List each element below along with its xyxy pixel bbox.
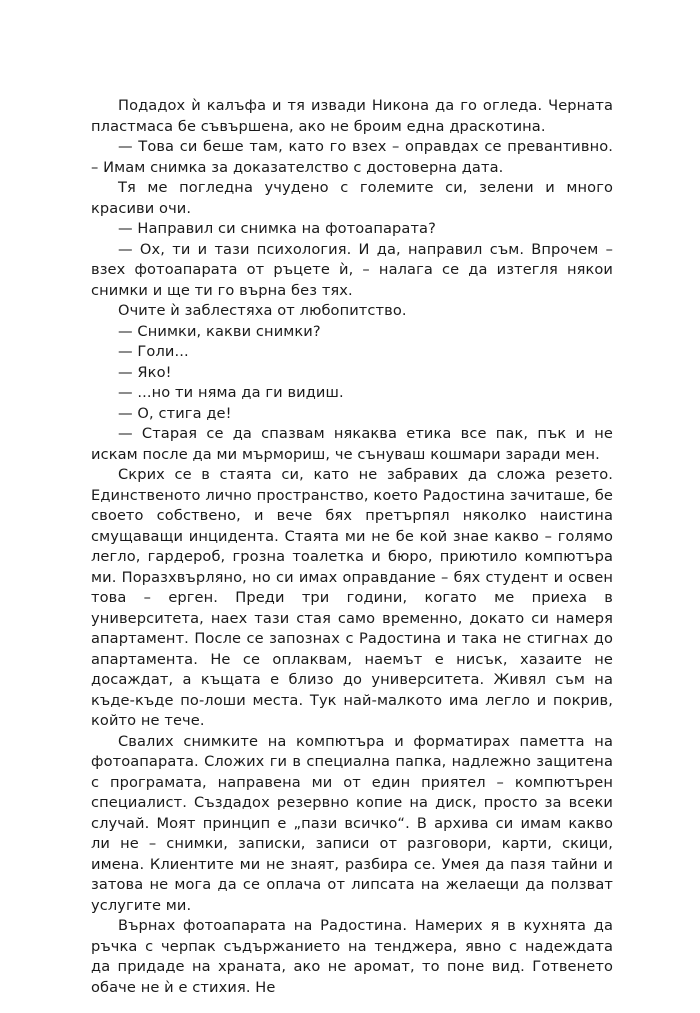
- paragraph-5: — Ох, ти и тази психология. И да, направил съм. Впрочем – взех фотоапарата от ръцете ѝ, – налага се да изтегля някои снимки и ще ти го върна без тях.: [91, 240, 613, 299]
- paragraph-6: Очите ѝ заблестяха от любопитство.: [118, 302, 407, 319]
- paragraph-11: — О, стига де!: [118, 404, 232, 422]
- paragraph-10: — ...но ти няма да ги видиш.: [118, 384, 344, 401]
- paragraph-12: — Старая се да спазвам някаква етика все пак, пък и не искам после да ми мърмориш, че сънуваш кошмари заради мен.: [91, 425, 613, 463]
- paragraph-14: Свалих снимките на компютъра и форматирах паметта на фотоапарата. Сложих ги в специална папка, надлежно защитена с програмата, направена ми от един приятел – компютърен специалист. Създадох резервно копие на диск, просто за всеки случай. Моят принцип е „пази всичко“. В архива си имам какво ли не – снимки, записки, записи от разговори, карти, скици, имена. Клиентите ми не знаят, разбира се. Умея да пазя тайни и затова не мога да се оплача от липсата на желаещи да ползват услугите ми.: [91, 732, 613, 914]
- paragraph-1: Подадох ѝ калъфа и тя извади Никона да го огледа. Черната пластмаса бе съвършена, ако не броим една драскотина.: [91, 97, 613, 135]
- paragraph-3: Тя ме погледна учудено с големите си, зелени и много красиви очи.: [91, 179, 613, 217]
- paragraph-13: Скрих се в стаята си, като не забравих да сложа резето. Единственото лично пространство, което Радостина зачиташе, бе своето собствено, и вече бях претърпял няколко наистина смущаващи инцидента. Стаята ми не бе кой знае какво – голямо легло, гардероб, грозна тоалетка и бюро, приютило компютъра ми. Поразхвърляно, но си имах оправдание – бях студент и освен това – ерген. Преди три години, когато ме приеха в университета, наех тази стая само временно, докато си намеря апартамент. После се запознах с Радостина и така не стигнах до апартамента. Не се оплаквам, наемът е нисък, хазаите не досаждат, а къщата е близо до университета. Живял съм на къде-къде по-лоши места. Тук най-малкото има легло и покрив, който не тече.: [91, 466, 613, 729]
- paragraph-2: — Това си беше там, като го взех – оправдах се превантивно. – Имам снимка за доказателство с достоверна дата.: [91, 138, 613, 176]
- paragraph-4: — Направил си снимка на фотоапарата?: [118, 220, 436, 237]
- paragraph-7: — Снимки, какви снимки?: [118, 322, 321, 340]
- paragraph-15: Върнах фотоапарата на Радостина. Намерих я в кухнята да ръчка с черпак съдържанието на тенджера, явно с надеждата да придаде на храната, ако не аромат, то поне вид. Готвенето обаче не ѝ е стихия. Не: [91, 917, 613, 996]
- paragraph-9: — Яко!: [118, 363, 172, 381]
- document-page: [91, 96, 613, 998]
- paragraph-8: — Голи...: [118, 343, 189, 360]
